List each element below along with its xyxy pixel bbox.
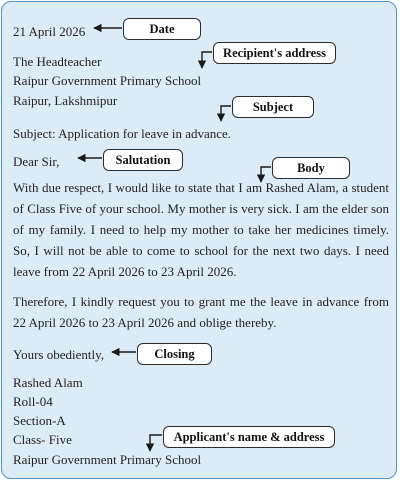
letter-subject: Subject: Application for leave in advance. <box>13 126 232 141</box>
signature-line: Roll-04 <box>13 394 53 409</box>
letter-date: 21 April 2026 <box>13 24 86 39</box>
signature-line: Section-A <box>13 413 66 428</box>
closing-label: Closing <box>137 343 212 365</box>
body-paragraph: Therefore, I kindly request you to grant me the leave in advance from 22 April 2026 to 23 April 2026 and oblige thereby. <box>13 294 389 330</box>
date-label: Date <box>123 18 201 40</box>
salutation-label: Salutation <box>103 149 183 171</box>
signature-line: Raipur Government Primary School <box>13 452 202 467</box>
signature-line: Rashed Alam <box>13 375 83 390</box>
recipient-address-label: Recipient's address <box>213 42 336 64</box>
recipient-line: Raipur Government Primary School <box>13 73 202 88</box>
subject-label: Subject <box>232 96 314 118</box>
body-paragraph: With due respect, I would like to state that I am Rashed Alam, a student of Class Five of your school. My mother is very sick. I am the elder son of my family. I need to help my mother to take her medicines timely. So, I will not be able to come to school for the next two days. I need leave from 22 April 2026 to 23 April 2026. <box>13 180 389 279</box>
letter-salutation: Dear Sir, <box>13 154 60 169</box>
body-label: Body <box>272 157 350 179</box>
signature-line: Class- Five <box>13 432 72 447</box>
letter-closing: Yours obediently, <box>13 347 105 362</box>
applicant-name-address-label: Applicant's name & address <box>163 426 335 448</box>
letter-panel <box>1 1 397 479</box>
recipient-line: Raipur, Lakshmipur <box>13 93 118 108</box>
recipient-line: The Headteacher <box>13 54 102 69</box>
